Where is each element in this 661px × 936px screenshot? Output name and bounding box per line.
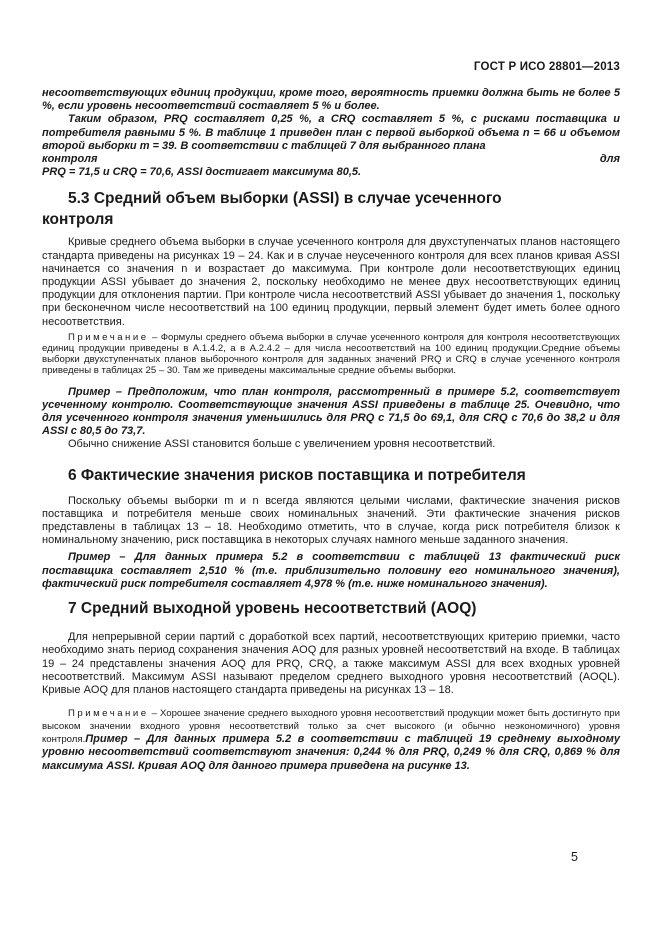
note-7-label: Примечание xyxy=(68,708,149,720)
para-sampling-plan: Таким образом, PRQ составляет 0,25 %, а CRQ составляет 5 %, с рисками поставщика и потребителя равными 5 %. В таблице 1 приведен план с первой выборкой объема n = 66 и объемом второй выборки m = 39. В соответствии с таблицей 7 для выбранного плана xyxy=(42,113,620,152)
page-content xyxy=(42,60,620,773)
para-aoq: Для непрерывной серии партий с доработкой всех партий, несоответствующих критерию приемки, часто необходимо знать период сохранения значения AOQ для разных уровней несоответствий на входе. В таблицах 19 – 24 представлены значения AOQ для PRQ, CRQ, а также максимум ASSI для всех входных уровней несоответствий. Максимум ASSI называют пределом среднего выходного уровня несоответствий (AOQL). Кривые AOQ для планов настоящего стандарта приведены на рисунках 13 – 18. xyxy=(42,631,620,696)
note-5-3-text: – Формулы среднего объема выборки в случае усеченного контроля для контроля несоответствующих единиц продукции приведены в А.1.4.2, а в А.2.4.2 – для числа несоответствий на 100 единиц продукции.Средние объемы выборки двухступенчатых планов выборочного контроля для заданных значений PRQ и CRQ в случае усеченного контроля приведены в таблицах 25 – 30. Там же приведены максимальные средние объемы выборки. xyxy=(42,331,620,377)
spread-left-word: контроля xyxy=(42,153,98,166)
para-assi-decrease: Обычно снижение ASSI становится больше с увеличением уровня несоответствий. xyxy=(68,438,496,451)
page-number: 5 xyxy=(571,850,578,864)
note-5-3-label: Примечание xyxy=(68,331,149,343)
example-6: Пример – Для данных примера 5.2 в соответствии с таблицей 13 фактический риск поставщика составляет 2,510 % (т.е. приблизительно половину его номинального значения), фактический риск потребителя составляет 4,978 % (т.е. ниже номинального значения). xyxy=(42,551,620,590)
spread-right-word: для xyxy=(599,153,620,166)
heading-5-3: 5.3 Средний объем выборки (ASSI) в случае усеченного контроля xyxy=(42,190,502,229)
note-7-text: – Хорошее значение среднего выходного уровня несоответствий продукции может быть достигнуто при высоком значении входного уровня несоответствий только за счет высокого (и обычно неэкономичного) уровня контроля. xyxy=(42,708,620,745)
note-7-inline-example: Пример – Для данных примера 5.2 в соответствии с таблицей 19 среднему выходному уровню несоответствий соответствуют значения: 0,244 % для PRQ, 0,249 % для CRQ, 0,869 % для максимума ASSI. Кривая AOQ для данного примера приведена на рисунке 13. xyxy=(42,732,620,772)
heading-7: 7 Средний выходной уровень несоответствий (AOQ) xyxy=(68,600,477,618)
para-assi-curves: Кривые среднего объема выборки в случае усеченного контроля для двухступенчатых планов настоящего стандарта приведены на рисунках 19 – 24. Как и в случае неусеченного контроля для всех планов кривая ASSI начинается со значения n и возрастает до максимума. При контроле доли несоответствующих единиц продукции ASSI убывает до значения 2, поскольку необходимо не менее двух несоответствующих единиц продукции для отклонения партии. При контроле числа несоответствий ASSI убывает до значения 1, поскольку при бесконечном числе несоответствий на 100 единиц продукции, первый элемент будет иметь более одного несоответствия. xyxy=(42,236,620,328)
note-7 xyxy=(42,708,620,773)
running-header: ГОСТ Р ИСО 28801—2013 xyxy=(473,61,620,73)
note-5-3 xyxy=(42,332,620,377)
para-plan-result: PRQ = 71,5 и CRQ = 70,6, ASSI достигает максимума 80,5. xyxy=(42,166,362,179)
heading-6: 6 Фактические значения рисков поставщика и потребителя xyxy=(68,466,526,484)
para-actual-risks: Поскольку объемы выборки m и n всегда являются целыми числами, фактические значения рисков поставщика и потребителя меньше своих номинальных значений. Эти фактические значения рисков представлены в таблицах 13 – 18. Необходимо отметить, что в случае, когда риск потребителя близок к номинальному значению, риск поставщика в некоторых случаях намного меньше заданного значения. xyxy=(42,494,620,547)
para-carryover: несоответствующих единиц продукции, кроме того, вероятность приемки должна быть не более 5 %, если уровень несоответствий составляет 5 % и более. xyxy=(42,87,620,113)
spread-line xyxy=(42,153,620,166)
example-5-3: Пример – Предположим, что план контроля, рассмотренный в примере 5.2, соответствует усеченному контролю. Соответствующие значения ASSI приведены в таблице 25. Очевидно, что для усеченного контроля значения уменьшились для PRQ с 71,5 до 69,1, для CRQ с 70,6 до 38,2 и для ASSI с 80,5 до 73,7. xyxy=(42,385,620,438)
